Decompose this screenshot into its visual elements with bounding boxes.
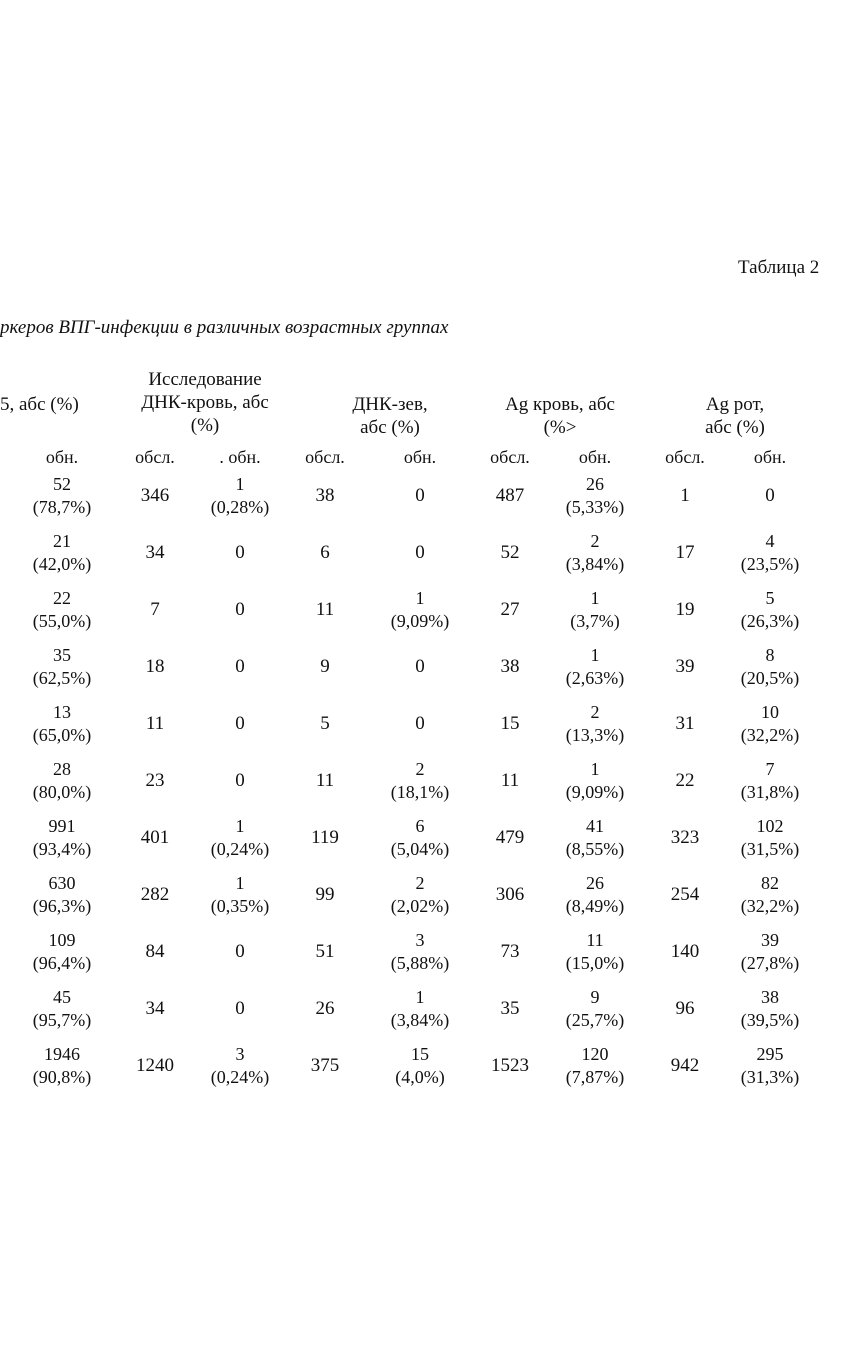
table-cell [370, 712, 470, 735]
cell-percent: (2,63%) [565, 668, 625, 688]
table-cell-examined: 1240 [136, 1055, 174, 1076]
cell-count: 0 [235, 656, 245, 677]
cell-percent: (96,4%) [32, 953, 92, 973]
cell-percent: (31,5%) [740, 839, 800, 859]
cell-count: 0 [415, 656, 425, 677]
cell-count: 0 [765, 485, 775, 506]
cell-count: 0 [415, 542, 425, 563]
table-cell-examined: 39 [675, 656, 695, 677]
cell-count: 10 [761, 702, 779, 722]
column-subheader: обн. [578, 447, 612, 467]
cell-count: 1 [235, 816, 245, 836]
table-cell [370, 986, 470, 1032]
cell-percent: (31,8%) [740, 782, 800, 802]
cell-count: 630 [48, 873, 76, 893]
table-cell-examined: 11 [145, 713, 165, 734]
table-cell-examined: 22 [675, 770, 695, 791]
header-group-0 [0, 393, 90, 416]
cell-count: 3 [415, 930, 425, 950]
table-cell [720, 815, 820, 861]
table-cell [12, 473, 112, 519]
cell-count: 9 [590, 987, 600, 1007]
cell-percent: (78,7%) [32, 497, 92, 517]
cell-count: 39 [761, 930, 779, 950]
table-cell-examined: 479 [495, 827, 525, 848]
table-cell-examined: 15 [500, 713, 520, 734]
table-cell [720, 644, 820, 690]
cell-percent: (42,0%) [32, 554, 92, 574]
table-cell [545, 872, 645, 918]
cell-percent: (0,28%) [210, 497, 270, 517]
table-cell [12, 1043, 112, 1089]
table-cell [12, 701, 112, 747]
column-subheader: обсл. [135, 447, 175, 467]
cell-count: 26 [586, 474, 604, 494]
table-cell [720, 701, 820, 747]
cell-count: 295 [756, 1044, 784, 1064]
cell-percent: (95,7%) [32, 1010, 92, 1030]
table-cell [12, 986, 112, 1032]
table-cell-examined: 73 [500, 941, 520, 962]
cell-count: 45 [53, 987, 71, 1007]
column-subheader: обн. [753, 447, 787, 467]
table-cell [12, 815, 112, 861]
table-cell [720, 986, 820, 1032]
table-cell-examined: 11 [500, 770, 520, 791]
cell-percent: (27,8%) [740, 953, 800, 973]
header-dna-throat-line-2: абс (%) [360, 417, 420, 438]
cell-percent: (20,5%) [740, 668, 800, 688]
cell-percent: (23,5%) [740, 554, 800, 574]
column-subheader: . обн. [219, 447, 261, 467]
cell-count: 1946 [44, 1044, 80, 1064]
cell-count: 21 [53, 531, 71, 551]
table-cell [720, 1043, 820, 1089]
cell-percent: (3,84%) [565, 554, 625, 574]
table-cell [370, 872, 470, 918]
table-cell [545, 473, 645, 519]
table-cell-examined: 5 [320, 713, 330, 734]
table-cell-examined: 140 [670, 941, 700, 962]
cell-count: 1 [590, 588, 600, 608]
table-cell-examined: 1523 [491, 1055, 529, 1076]
table-cell-examined: 323 [670, 827, 700, 848]
table-cell-examined: 306 [495, 884, 525, 905]
table-cell-examined: 254 [670, 884, 700, 905]
cell-count: 2 [415, 759, 425, 779]
cell-percent: (25,7%) [565, 1010, 625, 1030]
cell-percent: (5,04%) [390, 839, 450, 859]
cell-percent: (31,3%) [740, 1067, 800, 1087]
cell-percent: (96,3%) [32, 896, 92, 916]
cell-count: 28 [53, 759, 71, 779]
cell-percent: (13,3%) [565, 725, 625, 745]
header-ag-mouth-line-1: Ag рот, [705, 394, 765, 415]
table-cell-examined: 375 [310, 1055, 340, 1076]
cell-percent: (0,24%) [210, 839, 270, 859]
cell-percent: (26,3%) [740, 611, 800, 631]
table-cell-examined: 96 [675, 998, 695, 1019]
cell-percent: (9,09%) [390, 611, 450, 631]
cell-percent: (2,02%) [390, 896, 450, 916]
table-cell [12, 872, 112, 918]
table-cell [370, 484, 470, 507]
column-subheader: обн. [403, 447, 437, 467]
cell-count: 7 [765, 759, 775, 779]
cell-percent: (4,0%) [395, 1067, 445, 1087]
table-cell-examined: 26 [315, 998, 335, 1019]
cell-count: 22 [53, 588, 71, 608]
table-cell-examined: 84 [145, 941, 165, 962]
table-cell [370, 758, 470, 804]
table-cell [12, 644, 112, 690]
header-dna-blood-line-1: Исследование [148, 369, 262, 390]
cell-count: 5 [765, 588, 775, 608]
table-cell [720, 758, 820, 804]
cell-count: 2 [415, 873, 425, 893]
header-ag-blood-line-1: Ag кровь, абс [505, 394, 615, 415]
table-cell [720, 872, 820, 918]
cell-percent: (55,0%) [32, 611, 92, 631]
table-caption: ркеров ВПГ-инфекции в различных возрастных группах [0, 317, 449, 338]
table-cell-examined: 99 [315, 884, 335, 905]
table-cell-examined: 38 [500, 656, 520, 677]
table-cell [370, 1043, 470, 1089]
cell-count: 8 [765, 645, 775, 665]
cell-percent: (93,4%) [32, 839, 92, 859]
cell-count: 0 [415, 485, 425, 506]
table-cell-examined: 34 [145, 998, 165, 1019]
cell-count: 15 [411, 1044, 429, 1064]
cell-percent: (5,33%) [565, 497, 625, 517]
table-number-label: Таблица 2 [738, 257, 820, 278]
header-dna-blood-line-3: (%) [190, 415, 220, 436]
cell-count: 102 [756, 816, 784, 836]
table-cell [545, 587, 645, 633]
table-cell [720, 484, 820, 507]
cell-percent: (62,5%) [32, 668, 92, 688]
header-group-0-line: 5, абс (%) [0, 394, 79, 415]
table-cell [720, 929, 820, 975]
column-subheader: обсл. [665, 447, 705, 467]
cell-percent: (5,88%) [390, 953, 450, 973]
table-cell-examined: 9 [320, 656, 330, 677]
cell-percent: (7,87%) [565, 1067, 625, 1087]
cell-count: 41 [586, 816, 604, 836]
table-cell-examined: 942 [670, 1055, 700, 1076]
cell-count: 0 [235, 941, 245, 962]
cell-percent: (15,0%) [565, 953, 625, 973]
table-cell [370, 929, 470, 975]
table-cell-examined: 34 [145, 542, 165, 563]
cell-count: 0 [235, 542, 245, 563]
table-cell-examined: 401 [140, 827, 170, 848]
cell-count: 38 [761, 987, 779, 1007]
table-cell-examined: 17 [675, 542, 695, 563]
cell-count: 991 [48, 816, 76, 836]
table-cell-examined: 31 [675, 713, 695, 734]
table-cell [12, 530, 112, 576]
cell-percent: (32,2%) [740, 896, 800, 916]
table-cell-examined: 282 [140, 884, 170, 905]
cell-count: 1 [415, 588, 425, 608]
cell-count: 109 [48, 930, 76, 950]
table-cell-examined: 52 [500, 542, 520, 563]
cell-count: 0 [235, 770, 245, 791]
cell-percent: (8,49%) [565, 896, 625, 916]
table-cell-examined: 51 [315, 941, 335, 962]
cell-count: 0 [415, 713, 425, 734]
cell-percent: (9,09%) [565, 782, 625, 802]
table-cell-examined: 1 [680, 485, 690, 506]
table-cell-examined: 19 [675, 599, 695, 620]
header-dna-blood-line-2: ДНК-кровь, абс [141, 392, 269, 413]
table-cell-examined: 18 [145, 656, 165, 677]
cell-count: 3 [235, 1044, 245, 1064]
cell-percent: (0,35%) [210, 896, 270, 916]
cell-count: 1 [590, 759, 600, 779]
table-cell [720, 587, 820, 633]
table-cell-examined: 27 [500, 599, 520, 620]
cell-count: 1 [590, 645, 600, 665]
table-cell [545, 986, 645, 1032]
cell-count: 1 [235, 474, 245, 494]
table-cell [12, 929, 112, 975]
header-ag-mouth-line-2: абс (%) [705, 417, 765, 438]
cell-percent: (32,2%) [740, 725, 800, 745]
header-ag-blood [480, 393, 640, 439]
table-cell [545, 929, 645, 975]
table-cell [370, 541, 470, 564]
cell-count: 52 [53, 474, 71, 494]
cell-count: 82 [761, 873, 779, 893]
header-dna-throat [320, 393, 460, 439]
cell-count: 1 [415, 987, 425, 1007]
header-ag-mouth [670, 393, 800, 439]
table-cell-examined: 23 [145, 770, 165, 791]
cell-count: 0 [235, 713, 245, 734]
cell-count: 35 [53, 645, 71, 665]
table-cell [12, 758, 112, 804]
column-subheader: обсл. [305, 447, 345, 467]
cell-percent: (65,0%) [32, 725, 92, 745]
cell-count: 0 [235, 998, 245, 1019]
cell-percent: (3,7%) [570, 611, 620, 631]
cell-count: 4 [765, 531, 775, 551]
table-cell [370, 815, 470, 861]
column-subheader: обсл. [490, 447, 530, 467]
cell-percent: (3,84%) [390, 1010, 450, 1030]
table-cell [720, 530, 820, 576]
table-cell-examined: 11 [315, 599, 335, 620]
table-cell [545, 644, 645, 690]
table-cell-examined: 6 [320, 542, 330, 563]
cell-count: 26 [586, 873, 604, 893]
header-ag-blood-line-2: (%> [543, 417, 577, 438]
cell-count: 120 [581, 1044, 609, 1064]
table-cell [545, 701, 645, 747]
cell-percent: (8,55%) [565, 839, 625, 859]
table-cell [12, 587, 112, 633]
cell-count: 11 [586, 930, 604, 950]
table-cell-examined: 119 [311, 827, 339, 848]
header-dna-blood [120, 368, 290, 437]
cell-count: 13 [53, 702, 71, 722]
table-cell-examined: 38 [315, 485, 335, 506]
cell-count: 2 [590, 702, 600, 722]
table-cell-examined: 35 [500, 998, 520, 1019]
table-cell [370, 655, 470, 678]
cell-percent: (0,24%) [210, 1067, 270, 1087]
cell-percent: (18,1%) [390, 782, 450, 802]
table-cell [545, 530, 645, 576]
table-cell-examined: 346 [140, 485, 170, 506]
table-cell [545, 1043, 645, 1089]
cell-count: 2 [590, 531, 600, 551]
cell-count: 1 [235, 873, 245, 893]
table-cell-examined: 11 [315, 770, 335, 791]
column-subheader: обн. [45, 447, 79, 467]
table-cell-examined: 7 [150, 599, 160, 620]
header-dna-throat-line-1: ДНК-зев, [352, 394, 428, 415]
cell-percent: (90,8%) [32, 1067, 92, 1087]
table-cell-examined: 487 [495, 485, 525, 506]
cell-percent: (39,5%) [740, 1010, 800, 1030]
table-cell [545, 758, 645, 804]
cell-count: 0 [235, 599, 245, 620]
table-cell [370, 587, 470, 633]
cell-count: 6 [415, 816, 425, 836]
table-cell [545, 815, 645, 861]
cell-percent: (80,0%) [32, 782, 92, 802]
